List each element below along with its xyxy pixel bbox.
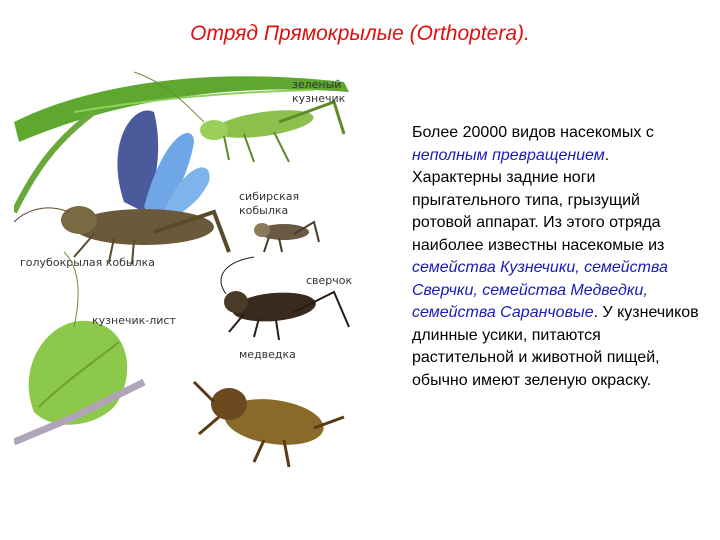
text-part-1: Более 20000 видов насекомых с xyxy=(412,124,654,141)
label-mole-cricket: медведка xyxy=(239,348,296,361)
text-part-3: . У кузнечиков длинные усики, питаются растительной и животной пищей, обычно имеют зеленую окраску. xyxy=(412,304,699,389)
blue-winged-grasshopper-figure xyxy=(14,110,229,264)
text-highlight-metamorphosis: неполным превращением xyxy=(412,146,605,164)
label-leaf-katydid: кузнечик-лист xyxy=(92,314,176,327)
mole-cricket-figure xyxy=(194,382,344,467)
slide-title: Отряд Прямокрылые (Orthoptera). xyxy=(190,22,530,45)
siberian-grasshopper-figure xyxy=(254,222,319,252)
label-siberian-2: кобылка xyxy=(239,204,289,217)
text-part-2: . Характерны задние ноги прыгательного типа, грызущий ротовой аппарат. Из этого отряда наиболее известны насекомые из xyxy=(412,146,665,254)
label-green-grasshopper-1: зеленый xyxy=(292,78,342,91)
label-green-grasshopper-2: кузнечик xyxy=(292,92,346,105)
label-siberian-1: сибирская xyxy=(239,190,300,203)
label-blue-winged: голубокрылая кобылка xyxy=(20,256,156,269)
text-highlight-families: семейства Кузнечики, семейства Сверчки, семейства Медведки, семейства Саранчовые xyxy=(412,259,668,321)
description-text xyxy=(412,122,702,392)
orthoptera-illustration xyxy=(14,62,394,482)
label-cricket: сверчок xyxy=(306,274,353,287)
cricket-figure xyxy=(221,257,349,340)
leaf-katydid-figure xyxy=(14,252,144,442)
